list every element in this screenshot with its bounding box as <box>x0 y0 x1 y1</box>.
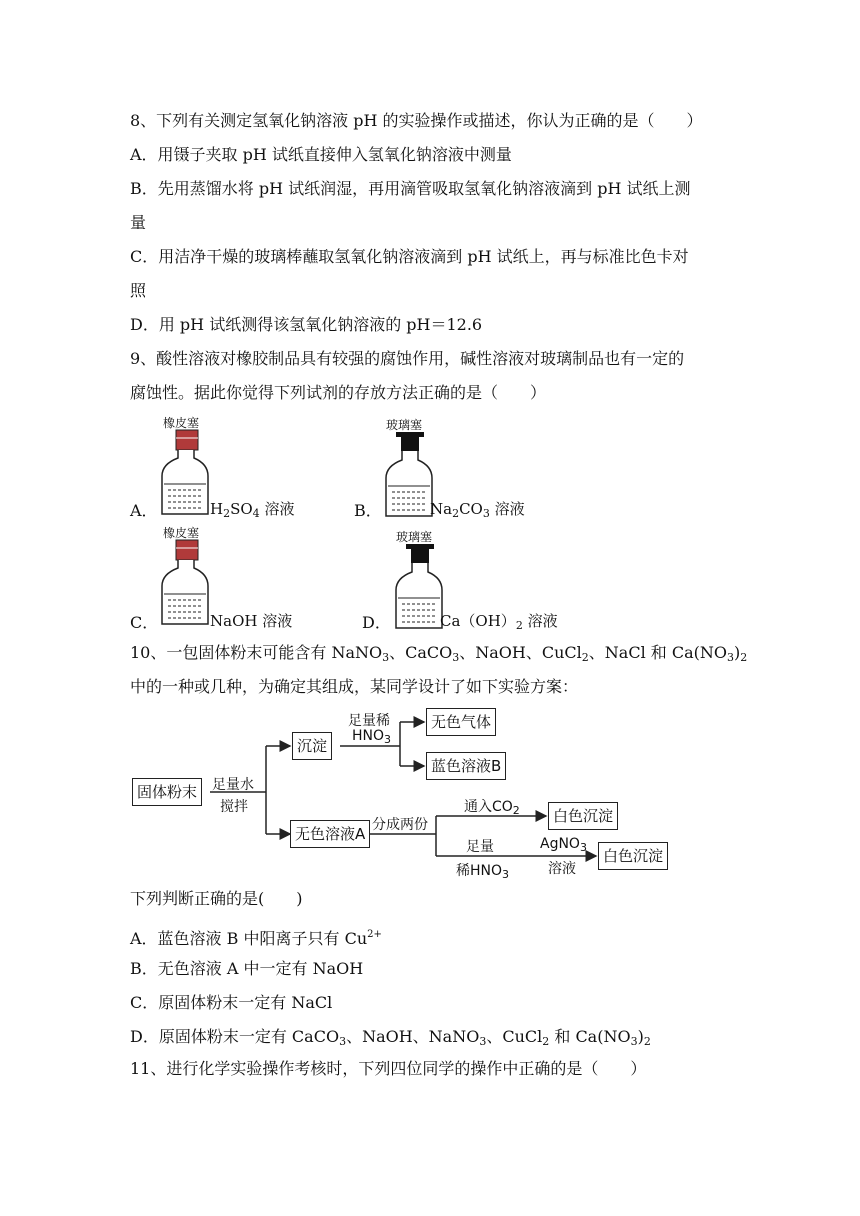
q8-option-b-line1: B．先用蒸馏水将 pH 试纸润湿，再用滴管吸取氢氧化钠溶液滴到 pH 试纸上测 <box>130 179 691 198</box>
q9-solution-b: $Na_2CO_3$ 溶液 <box>430 500 525 520</box>
q9-solution-d: $Ca(OH)_2$ 溶液 <box>440 612 558 632</box>
flow-box-white-precipitate-1: 白色沉淀 <box>548 802 618 830</box>
q10-judge: 下列判断正确的是( ) <box>130 889 303 908</box>
flow-label-agno3-solution: 溶液 <box>548 861 576 877</box>
q10-stem-line1: 10、一包固体粉末可能含有 NaNO$_3$、CaCO$_3$、NaOH、CuCl$_2$、NaCl 和 $Ca(NO_3)_2$ <box>130 643 748 664</box>
flow-label-acid-top: 足量稀 <box>348 713 390 729</box>
flow-label-split: 分成两份 <box>372 817 428 833</box>
q10-option-c: C．原固体粉末一定有 NaCl <box>130 993 333 1012</box>
q9-stem-line1: 9、酸性溶液对橡胶制品具有较强的腐蚀作用，碱性溶液对玻璃制品也有一定的 <box>130 349 685 368</box>
flow-label-hno3-top: $HNO_3$ <box>352 728 392 746</box>
q8-option-c-line1: C．用洁净干燥的玻璃棒蘸取氢氧化钠溶液滴到 pH 试纸上，再与标准比色卡对 <box>130 247 689 266</box>
q10-option-a: A．蓝色溶液 B 中阳离子只有 $Cu^{2+}$ <box>130 929 382 948</box>
rubber-stopper-label-c: 橡皮塞 <box>163 526 200 540</box>
q8-option-b-line2: 量 <box>130 213 147 232</box>
q10-stem-line2: 中的一种或几种，为确定其组成，某同学设计了如下实验方案： <box>130 677 579 696</box>
flow-label-acid-bottom: 足量 <box>466 839 494 855</box>
q9-solution-a: $H_2SO_4$ 溶液 <box>210 500 295 520</box>
flow-label-water: 足量水 <box>212 777 254 793</box>
q10-option-d: D．原固体粉末一定有 CaCO$_3$、NaOH、NaNO$_3$、CuCl$_2$ 和 $Ca(NO_3)_2$ <box>130 1027 651 1048</box>
glass-stopper-label-d: 玻璃塞 <box>396 530 433 544</box>
q10-option-b: B．无色溶液 A 中一定有 NaOH <box>130 959 364 978</box>
q8-option-d: D．用 pH 试纸测得该氢氧化钠溶液的 pH＝12.6 <box>130 315 483 334</box>
flow-box-precipitate: 沉淀 <box>292 732 332 760</box>
flow-box-gas: 无色气体 <box>426 708 496 736</box>
q9-label-c: C． <box>130 613 159 632</box>
q9-solution-c: NaOH 溶液 <box>210 612 293 630</box>
q9-label-d: D． <box>362 613 391 632</box>
flow-box-blue-solution: 蓝色溶液B <box>426 752 506 780</box>
rubber-stopper-label-a: 橡皮塞 <box>163 416 200 430</box>
glass-stopper-label-b: 玻璃塞 <box>386 418 423 432</box>
q8-option-a: A．用镊子夹取 pH 试纸直接伸入氢氧化钠溶液中测量 <box>130 145 512 164</box>
q9-label-b: B． <box>354 501 382 520</box>
flow-label-stir: 搅拌 <box>220 799 248 815</box>
q11-stem: 11、进行化学实验操作考核时，下列四位同学的操作中正确的是（ ） <box>130 1059 647 1078</box>
flow-label-co2: 通入$CO_2$ <box>464 799 520 817</box>
flow-box-white-precipitate-2: 白色沉淀 <box>598 842 668 870</box>
flow-box-powder: 固体粉末 <box>132 778 202 806</box>
q9-stem-line2: 腐蚀性。据此你觉得下列试剂的存放方法正确的是（ ） <box>130 383 547 402</box>
q8-stem: 8、下列有关测定氢氧化钠溶液 pH 的实验操作或描述，你认为正确的是（ ） <box>130 111 703 130</box>
flow-label-hno3-bottom: 稀$HNO_3$ <box>456 863 510 881</box>
q9-label-a: A． <box>130 501 158 520</box>
flow-label-agno3: AgNO$_3$ <box>540 836 587 854</box>
q8-option-c-line2: 照 <box>130 281 147 300</box>
flow-box-colorless-solution: 无色溶液A <box>290 820 370 848</box>
